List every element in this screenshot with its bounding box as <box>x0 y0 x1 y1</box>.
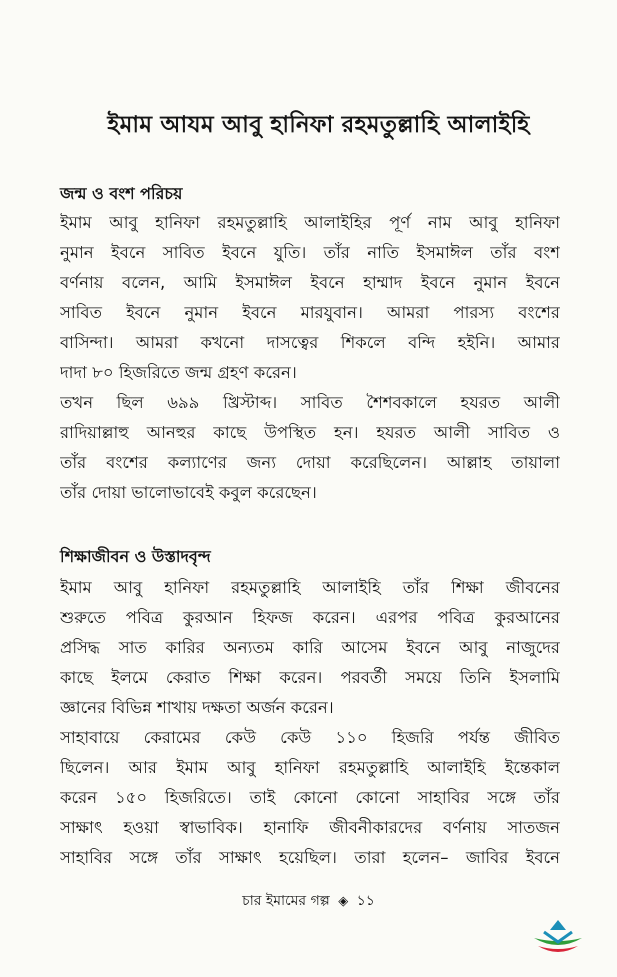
body-line: সাক্ষাৎ হওয়া স্বাভাবিক। হানাফি জীবনীকারদের বর্ণনায় সাতজন <box>60 818 560 837</box>
body-line: বাসিন্দা। আমরা কখনো দাসত্বের শিকলে বন্দি হইনি। আমার <box>60 333 560 352</box>
body-line: সাহাবির সঙ্গে তাঁর সাক্ষাৎ হয়েছিল। তারা হলেন– জাবির ইবনে <box>60 848 560 867</box>
body-line: তখন ছিল ৬৯৯ খ্রিস্টাব্দ। সাবিত শৈশবকালে হযরত আলী <box>60 393 560 412</box>
running-book-title: চার ইমামের গল্প <box>242 893 330 909</box>
body-line: ইমাম আবু হানিফা রহমতুল্লাহি আলাইহি তাঁর শিক্ষা জীবনের <box>60 578 560 597</box>
body-line: শুরুতে পবিত্র কুরআন হিফজ করেন। এরপর পবিত্র কুরআনের <box>60 608 560 627</box>
body-line: করেন ১৫০ হিজরিতে। তাই কোনো কোনো সাহাবির সঙ্গে তাঁর <box>60 788 560 807</box>
page-number: ১১ <box>356 893 375 909</box>
body-line: বর্ণনায় বলেন, আমি ইসমাঈল ইবনে হাম্মাদ ইবনে নুমান ইবনে <box>60 273 560 292</box>
section-heading-education-teachers: শিক্ষাজীবন ও উস্তাদবৃন্দ <box>60 547 211 566</box>
body-line: প্রসিদ্ধ সাত কারির অন্যতম কারি আসেম ইবনে আবু নাজুদের <box>60 638 560 657</box>
section-heading-birth-lineage: জন্ম ও বংশ পরিচয় <box>60 184 183 203</box>
publisher-logo-icon <box>530 918 586 962</box>
body-line: সাহাবায়ে কেরামের কেউ কেউ ১১০ হিজরি পর্যন্ত জীবিত <box>60 728 560 747</box>
body-line: ইমাম আবু হানিফা রহমতুল্লাহি আলাইহির পূর্ণ নাম আবু হানিফা <box>60 213 560 232</box>
body-line: কাছে ইলমে কেরাত শিক্ষা করেন। পরবর্তী সময়ে তিনি ইসলামি <box>60 668 560 687</box>
page-footer <box>0 889 617 913</box>
body-line: ছিলেন। আর ইমাম আবু হানিফা রহমতুল্লাহি আলাইহি ইন্তেকাল <box>60 758 560 777</box>
body-line: রাদিয়াল্লাহু আনহুর কাছে উপস্থিত হন। হযরত আলী সাবিত ও <box>60 423 560 442</box>
body-line: সাবিত ইবনে নুমান ইবনে মারযুবান। আমরা পারস্য বংশের <box>60 303 560 322</box>
body-line: নুমান ইবনে সাবিত ইবনে যুতি। তাঁর নাতি ইসমাঈল তাঁর বংশ <box>60 243 560 262</box>
diamond-separator-icon: ◈ <box>338 894 349 909</box>
body-line: তাঁর দোয়া ভালোভাবেই কবুল করেছেন। <box>60 483 317 502</box>
body-line: দাদা ৮০ হিজরিতে জন্ম গ্রহণ করেন। <box>60 363 297 382</box>
chapter-title: ইমাম আযম আবু হানিফা রহমতুল্লাহি আলাইহি <box>107 112 530 138</box>
body-line: জ্ঞানের বিভিন্ন শাখায় দক্ষতা অর্জন করেন। <box>60 698 334 717</box>
body-line: তাঁর বংশের কল্যাণের জন্য দোয়া করেছিলেন। আল্লাহ তায়ালা <box>60 453 560 472</box>
section-education-teachers-body <box>60 573 560 873</box>
section-birth-lineage-body <box>60 208 560 508</box>
